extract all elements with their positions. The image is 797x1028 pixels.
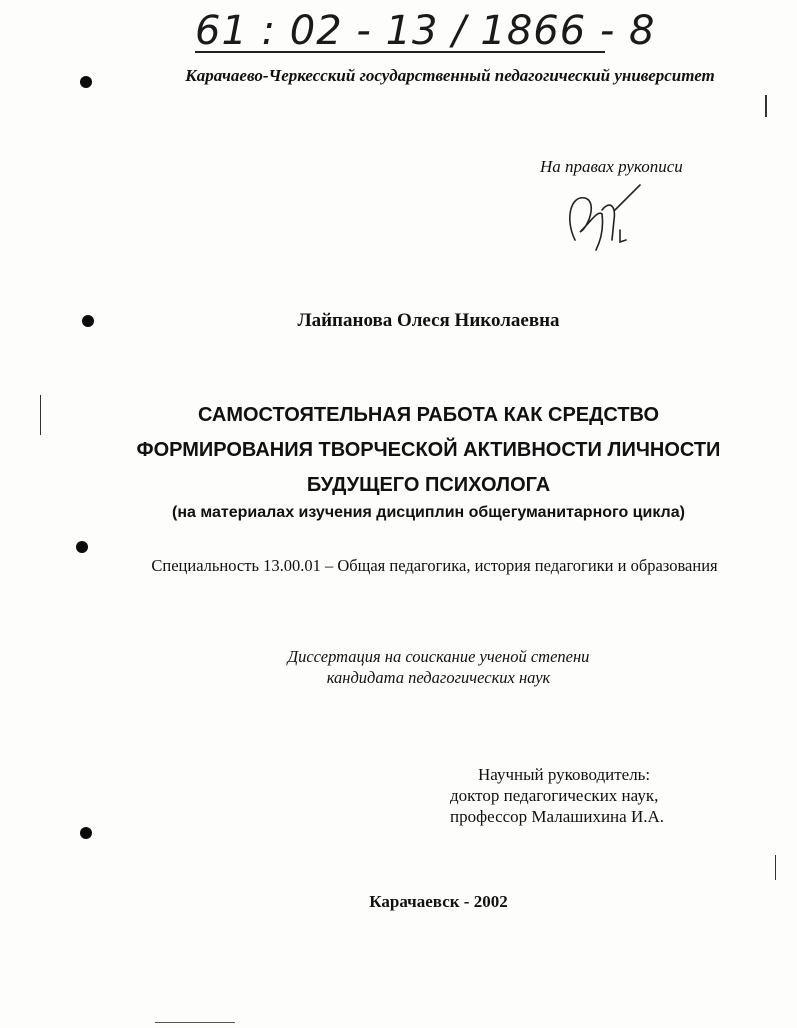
dissertation-title: [0, 398, 797, 503]
supervisor-degree: доктор педагогических наук,: [450, 786, 659, 805]
university-name: Карачаево-Черкесский государственный педагогический университет: [185, 66, 715, 85]
scan-edge-mark: [775, 855, 776, 880]
degree-statement: [0, 646, 797, 688]
title-line: ФОРМИРОВАНИЯ ТВОРЧЕСКОЙ АКТИВНОСТИ ЛИЧНОСТИ: [136, 439, 721, 461]
scan-edge-mark: [155, 1022, 235, 1023]
scan-edge-mark: [40, 395, 41, 435]
dissertation-subtitle: (на материалах изучения дисциплин общегуманитарного цикла): [172, 504, 685, 521]
title-line: БУДУЩЕГО ПСИХОЛОГА: [306, 474, 551, 496]
punch-hole-icon: [76, 541, 88, 553]
degree-line: Диссертация на соискание ученой степени: [287, 647, 590, 666]
registration-number: 61 : 02 - 13 / 1866 - 8: [195, 8, 656, 54]
author-name: Лайпанова Олеся Николаевна: [297, 310, 560, 331]
supervisor-block: [450, 764, 664, 827]
title-line: САМОСТОЯТЕЛЬНАЯ РАБОТА КАК СРЕДСТВО: [197, 404, 660, 426]
registration-stamp: [195, 8, 656, 70]
specialty-line: Специальность 13.00.01 – Общая педагогика, история педагогики и образования: [151, 556, 718, 575]
supervisor-name: профессор Малашихина И.А.: [450, 807, 664, 826]
degree-line: кандидата педагогических наук: [326, 668, 551, 687]
supervisor-label: Научный руководитель:: [478, 765, 651, 784]
rights-note: На правах рукописи: [540, 157, 683, 176]
punch-hole-icon: [80, 76, 92, 88]
signature-icon: [560, 180, 650, 260]
city-year: Карачаевск - 2002: [369, 892, 508, 911]
scan-edge-mark: [765, 95, 767, 117]
punch-hole-icon: [80, 827, 92, 839]
stamp-underline: [195, 8, 656, 70]
punch-hole-icon: [82, 315, 94, 327]
